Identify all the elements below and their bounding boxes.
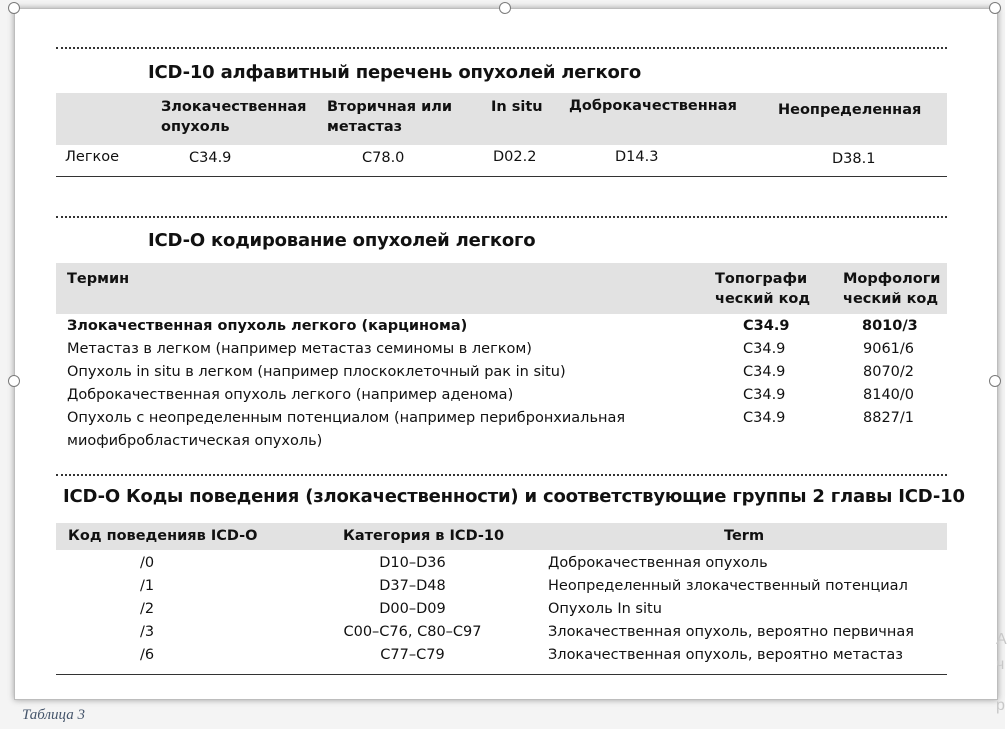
section2-row-topo: C34.9 (743, 387, 786, 403)
section1-header-benign: Доброкачественная (569, 98, 737, 114)
section3-header-category: Категория в ICD-10 (343, 528, 505, 544)
table-caption: Таблица 3 (22, 707, 85, 723)
clipped-letter: ч (996, 656, 1005, 673)
section1-row-label: Легкое (65, 149, 119, 165)
section1-value-secondary: C78.0 (362, 150, 405, 166)
clipped-letter: р (996, 697, 1005, 714)
section2-header-term: Термин (67, 271, 130, 287)
section3-row-term: Злокачественная опухоль, вероятно метастаз (548, 647, 903, 663)
section2-row-topo: C34.9 (743, 341, 786, 357)
section2-row-term: Злокачественная опухоль легкого (карцинома) (67, 318, 468, 334)
section3-header-code: Код поведенияв ICD-O (68, 528, 258, 544)
section3-header-term: Term (724, 528, 765, 544)
section2-row-morph: 8010/3 (862, 318, 918, 334)
resize-handle-middle-right[interactable] (989, 375, 1001, 387)
section3-row-category: D10–D36 (379, 555, 446, 571)
section2-row-term: Опухоль in situ в легком (например плоскоклеточный рак in situ) (67, 364, 566, 380)
resize-handle-top-right[interactable] (989, 2, 1001, 14)
section1-header-malignant: Злокачественная опухоль (161, 99, 307, 135)
resize-handle-top-center[interactable] (499, 2, 511, 14)
section1-value-malignant: C34.9 (189, 150, 232, 166)
section2-title: ICD-O кодирование опухолей легкого (148, 230, 536, 251)
section3-row-code: /2 (140, 601, 155, 617)
section3-row-term: Опухоль In situ (548, 601, 662, 617)
section3-row-code: /6 (140, 647, 155, 663)
section1-value-uncertain: D38.1 (832, 151, 876, 167)
section1-value-insitu: D02.2 (493, 149, 537, 165)
section3-row-code: /1 (140, 578, 155, 594)
section2-row-topo: C34.9 (743, 318, 790, 334)
section1-divider (56, 47, 947, 49)
section2-row-term: Метастаз в легком (например метастаз семиномы в легком) (67, 341, 532, 357)
section1-header-insitu: In situ (491, 99, 543, 115)
section3-divider (56, 474, 947, 476)
section2-divider (56, 216, 947, 218)
section3-row-category: D37–D48 (379, 578, 446, 594)
section3-row-term: Злокачественная опухоль, вероятно первичная (548, 624, 914, 640)
section2-header-topo: Топографи ческий код (715, 271, 811, 307)
section2-header-morph: Морфологи ческий код (843, 271, 941, 307)
section2-row-term: Опухоль с неопределенным потенциалом (например перибронхиальная (67, 410, 626, 426)
section2-row-morph: 9061/6 (863, 341, 915, 357)
section1-bottom-rule (56, 176, 947, 177)
section3-row-term: Доброкачественная опухоль (548, 555, 768, 571)
section3-bottom-rule (56, 674, 947, 675)
section3-row-category: D00–D09 (379, 601, 446, 617)
section3-title: ICD-O Коды поведения (злокачественности) и соответствующие группы 2 главы ICD-10 (63, 486, 965, 507)
section2-row-morph: 8070/2 (863, 364, 915, 380)
section3-row-category: C00–C76, C80–C97 (343, 624, 482, 640)
resize-handle-middle-left[interactable] (8, 375, 20, 387)
section3-row-code: /3 (140, 624, 155, 640)
section2-row-term: Доброкачественная опухоль легкого (например аденома) (67, 387, 514, 403)
section3-row-category: C77–C79 (380, 647, 445, 663)
resize-handle-top-left[interactable] (8, 2, 20, 14)
section1-header-secondary: Вторичная или метастаз (327, 99, 453, 135)
section1-header-uncertain: Неопределенная (778, 102, 922, 118)
section3-row-code: /0 (140, 555, 155, 571)
section2-row-morph: 8140/0 (863, 387, 915, 403)
section2-row-topo: C34.9 (743, 410, 786, 426)
section3-row-term: Неопределенный злокачественный потенциал (548, 578, 908, 594)
section2-row-term-continued: миофибробластическая опухоль) (67, 433, 323, 449)
section2-row-topo: C34.9 (743, 364, 786, 380)
section1-title: ICD-10 алфавитный перечень опухолей легкого (148, 62, 642, 83)
section1-value-benign: D14.3 (615, 149, 659, 165)
section2-row-morph: 8827/1 (863, 410, 915, 426)
clipped-letter: А (996, 631, 1007, 648)
